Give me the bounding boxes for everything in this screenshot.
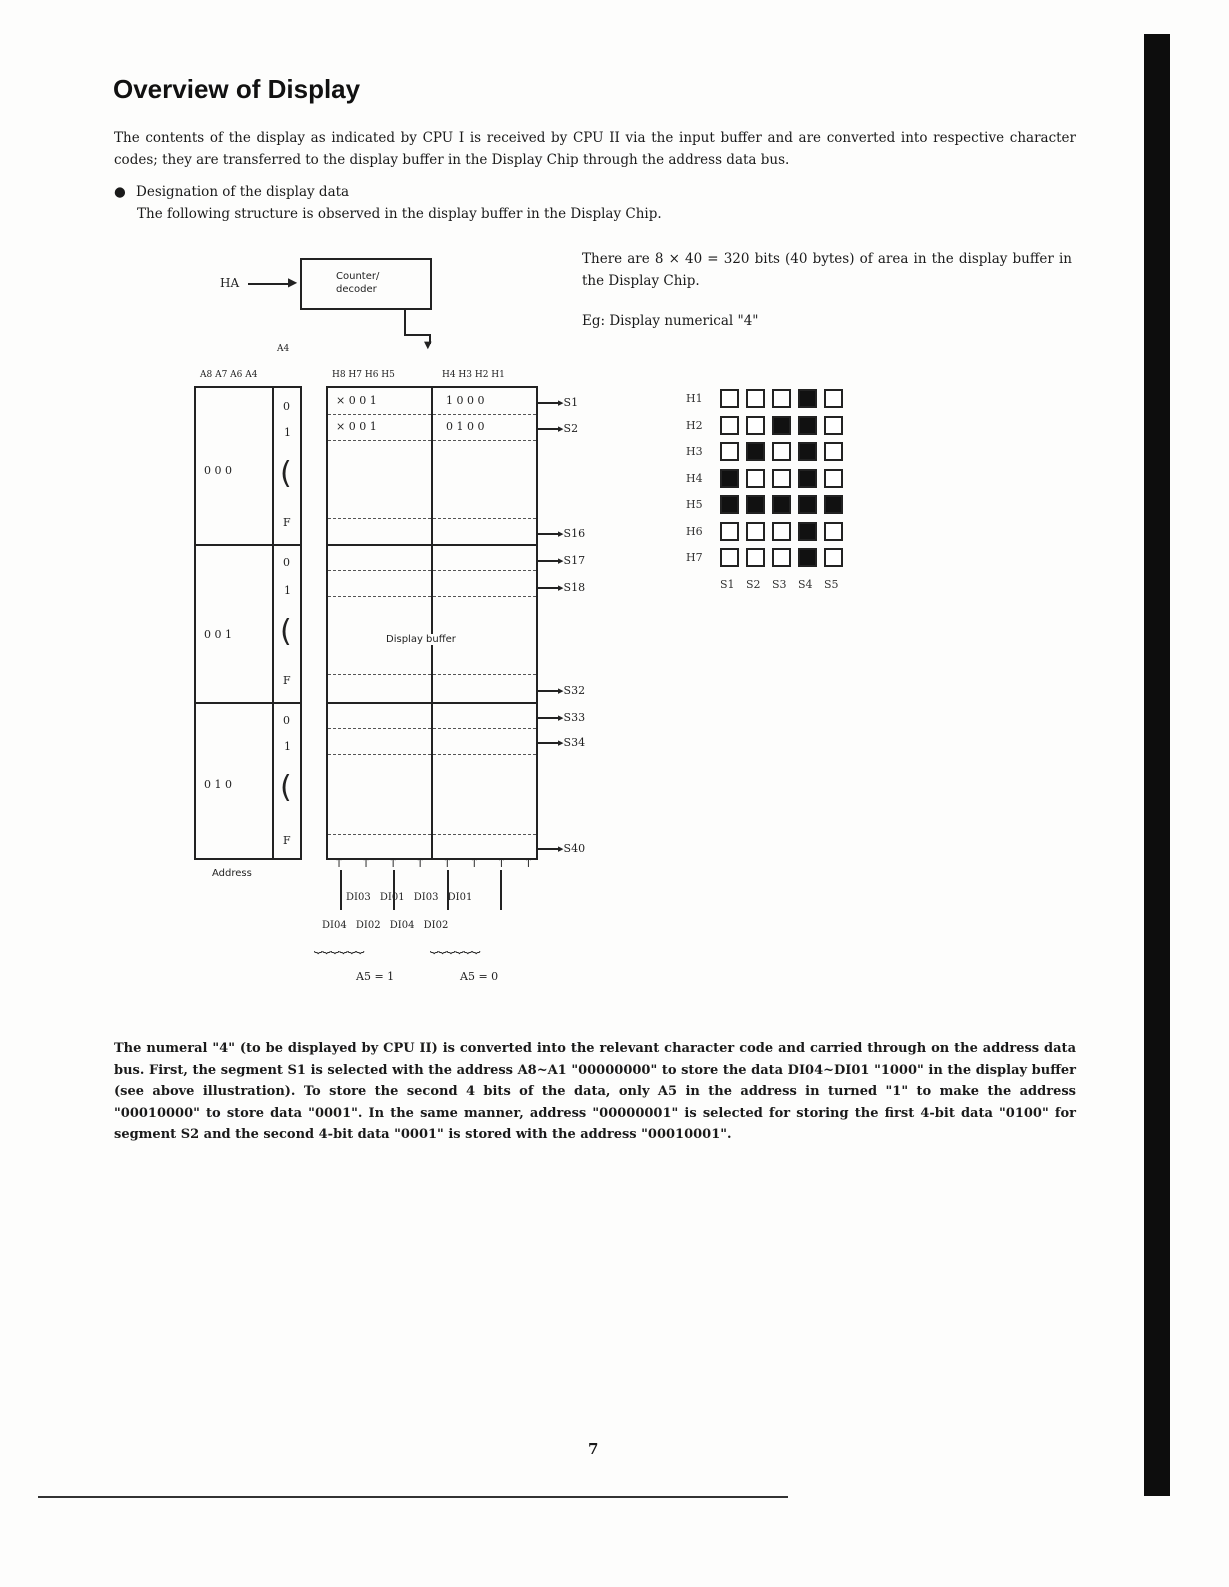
matrix-dot-off <box>824 522 843 541</box>
matrix-dot-off <box>720 442 739 461</box>
display-buffer-label: Display buffer <box>386 634 456 645</box>
matrix-dot-off <box>824 416 843 435</box>
ha-arrowhead: ▶ <box>288 275 298 289</box>
ha-label: HA <box>220 276 240 290</box>
explanation-paragraph: The numeral "4" (to be displayed by CPU II) is converted into the relevant character code and carried through on the address data bus. First, the segment S1 is selected with the address A8~A1 "00000000" to store the data DI04~DI01 "1000" in the display buffer (see above illustration). To store the second 4 bits of the data, only A5 in the address in turned "1" to make the address "00010000" to store data "0001". In the same manner, address "00000001" is selected for storing the first 4-bit data "0100" for segment S2 and the second 4-bit data "0001" is stored with the address "00010001". <box>114 1041 1076 1142</box>
ha-arrow <box>248 283 292 285</box>
matrix-dot-on <box>746 495 765 514</box>
row-s2-low: 0 1 0 0 <box>446 420 485 433</box>
hex-1: 1 <box>284 584 291 597</box>
counter-label: Counter/ <box>336 271 380 282</box>
group-010: 0 1 0 <box>204 778 232 791</box>
decoder-arrowhead: ▼ <box>424 340 432 351</box>
matrix-dot-off <box>746 469 765 488</box>
segment-s18: ▸S18 <box>558 581 586 594</box>
matrix-dot-on <box>798 442 817 461</box>
matrix-row-label: H1 <box>686 392 703 405</box>
address-label: Address <box>212 868 252 879</box>
decoder-label: decoder <box>336 284 377 295</box>
a5-one-label: A5 = 1 <box>356 970 395 983</box>
a5-zero-label: A5 = 0 <box>460 970 499 983</box>
matrix-dot-off <box>720 416 739 435</box>
matrix-dot-on <box>798 469 817 488</box>
matrix-dot-off <box>720 389 739 408</box>
matrix-row-label: H6 <box>686 524 703 538</box>
hex-1: 1 <box>284 426 291 439</box>
matrix-dot-on <box>798 416 817 435</box>
hex-f: F <box>283 516 291 529</box>
bullet-item <box>114 181 349 203</box>
matrix-dot-off <box>772 389 791 408</box>
hex-0: 0 <box>283 556 290 569</box>
segment-s40: ▸S40 <box>558 842 586 855</box>
bullet-icon: ● <box>114 184 126 200</box>
di-labels-top: DI03 DI01 DI03 DI01 <box>346 892 473 903</box>
capacity-text: There are 8 × 40 = 320 bits (40 bytes) of area in the display buffer in the Display Chip. <box>582 251 1072 289</box>
matrix-dot-on <box>772 495 791 514</box>
matrix-dot-on <box>772 416 791 435</box>
hex-0: 0 <box>283 400 290 413</box>
group-001: 0 0 1 <box>204 628 232 641</box>
matrix-dot-off <box>772 522 791 541</box>
matrix-dot-on <box>746 442 765 461</box>
bullet-title: Designation of the display data <box>136 184 350 200</box>
matrix-dot-on <box>720 469 739 488</box>
matrix-dot-on <box>798 389 817 408</box>
matrix-dot-on <box>798 495 817 514</box>
matrix-col-label: S5 <box>824 578 839 591</box>
brace-a5-1: ⏟⏟⏟⏟⏟⏟ <box>314 938 365 954</box>
matrix-col-label: S1 <box>720 578 735 591</box>
bullet-text: The following structure is observed in the display buffer in the Display Chip. <box>137 206 662 222</box>
matrix-dot-on <box>798 548 817 567</box>
group-000: 0 0 0 <box>204 464 232 477</box>
matrix-dot-off <box>746 416 765 435</box>
bracket-2: ( <box>280 614 292 649</box>
matrix-row-label: H5 <box>686 498 703 511</box>
row-s1-low: 1 0 0 0 <box>446 394 485 407</box>
segment-s2: ▸S2 <box>558 422 579 435</box>
row-s1-high: × 0 0 1 <box>336 394 377 407</box>
matrix-dot-off <box>720 548 739 567</box>
row-s2-high: × 0 0 1 <box>336 420 377 433</box>
bracket-1: ( <box>280 456 292 491</box>
matrix-col-label: S2 <box>746 578 761 591</box>
hex-0: 0 <box>283 714 290 727</box>
segment-s16: ▸S16 <box>558 527 586 540</box>
display-buffer-diagram <box>180 250 620 995</box>
matrix-dot-off <box>746 389 765 408</box>
segment-s33: ▸S33 <box>558 711 586 724</box>
example-text: Eg: Display numerical "4" <box>582 313 759 329</box>
address-header: A8 A7 A6 A4 <box>200 370 258 380</box>
h-header-left: H8 H7 H6 H5 <box>332 370 395 380</box>
data-bus-arrows: ↑↑↑↑↑↑↑↑ <box>334 856 551 870</box>
segment-s34: ▸S34 <box>558 736 586 749</box>
matrix-dot-off <box>824 469 843 488</box>
page-number: 7 <box>588 1440 599 1458</box>
hex-1: 1 <box>284 740 291 753</box>
counter-decoder-box <box>300 258 432 310</box>
scan-edge-right <box>1144 34 1170 1496</box>
a4-pointer-label: A4 <box>277 344 290 354</box>
matrix-col-label: S4 <box>798 578 813 591</box>
scan-edge-bottom <box>38 1496 788 1498</box>
matrix-dot-off <box>824 442 843 461</box>
segment-s17: ▸S17 <box>558 554 586 567</box>
matrix-dot-off <box>772 442 791 461</box>
matrix-dot-off <box>746 522 765 541</box>
matrix-dot-off <box>824 548 843 567</box>
matrix-dot-on <box>824 495 843 514</box>
di-labels-bottom: DI04 DI02 DI04 DI02 <box>322 920 449 931</box>
hex-f: F <box>283 674 291 687</box>
matrix-row-label: H2 <box>686 418 703 432</box>
segment-s32: ▸S32 <box>558 684 586 697</box>
matrix-dot-on <box>720 495 739 514</box>
matrix-row-label: H3 <box>686 445 703 458</box>
hex-f: F <box>283 834 291 847</box>
matrix-dot-off <box>824 389 843 408</box>
matrix-row-label: H4 <box>686 471 703 485</box>
matrix-col-label: S3 <box>772 578 787 591</box>
bracket-3: ( <box>280 770 292 805</box>
segment-s1: ▸S1 <box>558 396 579 409</box>
page-title: Overview of Display <box>113 74 361 104</box>
matrix-row-label: H7 <box>686 551 703 564</box>
h-header-right: H4 H3 H2 H1 <box>442 370 505 380</box>
matrix-dot-off <box>772 548 791 567</box>
matrix-dot-off <box>746 548 765 567</box>
matrix-dot-on <box>798 522 817 541</box>
brace-a5-0: ⏟⏟⏟⏟⏟⏟ <box>430 938 481 954</box>
matrix-dot-off <box>772 469 791 488</box>
intro-paragraph: The contents of the display as indicated by CPU I is received by CPU II via the input buffer and are converted into respective character codes; they are transferred to the display buffer in the Display Chip through the address data bus. <box>114 130 1076 168</box>
matrix-dot-off <box>720 522 739 541</box>
